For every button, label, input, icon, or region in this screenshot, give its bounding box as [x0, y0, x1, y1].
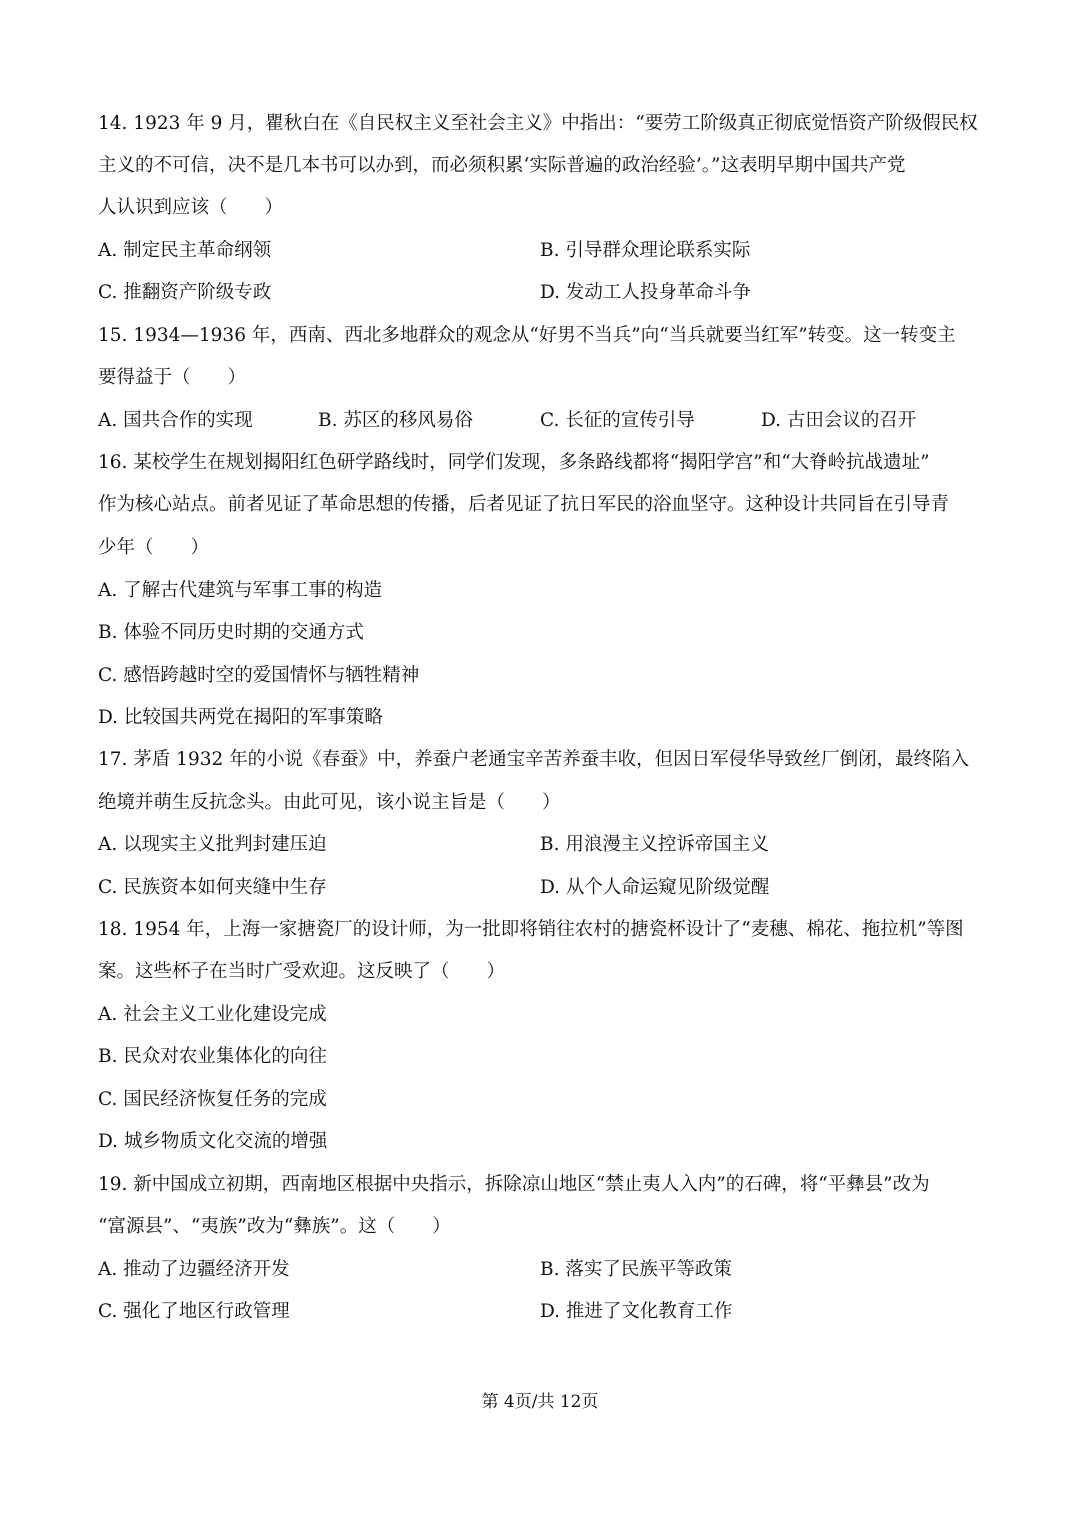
q18-option-d[interactable]: D. 城乡物质文化交流的增强 — [98, 1131, 328, 1152]
q16-option-c[interactable]: C. 感悟跨越时空的爱国情怀与牺牲精神 — [98, 665, 420, 686]
q19-option-a[interactable]: A. 推动了边疆经济开发 — [98, 1259, 290, 1280]
q18-stem-line-2: 案。这些杯子在当时广受欢迎。这反映了（ ） — [98, 961, 506, 982]
q16-stem-line-3: 少年（ ） — [98, 537, 210, 558]
q19-stem-line-2: “富源县”、“夷族”改为“彝族”。这（ ） — [98, 1216, 451, 1237]
q18-option-a[interactable]: A. 社会主义工业化建设完成 — [98, 1004, 327, 1025]
q19-stem-line-1: 19. 新中国成立初期，西南地区根据中央指示，拆除凉山地区“禁止夷人入内”的石碑，将“平彝县”改为 — [98, 1174, 930, 1195]
q14-stem-line-2: 主义的不可信，决不是几本书可以办到，而必须积累‘实际普遍的政治经验’。”这表明早期中国共产党 — [98, 155, 906, 176]
q16-option-d[interactable]: D. 比较国共两党在揭阳的军事策略 — [98, 707, 383, 728]
q15-stem-line-1: 15. 1934—1936 年，西南、西北多地群众的观念从“好男不当兵”向“当兵就要当红军”转变。这一转变主 — [98, 325, 956, 346]
page-number-footer: 第 4页/共 12页 — [481, 1392, 599, 1412]
q18-option-b[interactable]: B. 民众对农业集体化的向往 — [98, 1046, 327, 1067]
q16-option-b[interactable]: B. 体验不同历史时期的交通方式 — [98, 622, 364, 643]
q16-stem-line-2: 作为核心站点。前者见证了革命思想的传播，后者见证了抗日军民的浴血坚守。这种设计共同旨在引导青 — [98, 494, 950, 515]
q16-stem-line-1: 16. 某校学生在规划揭阳红色研学路线时，同学们发现，多条路线都将“揭阳学宫”和“大脊岭抗战遗址” — [98, 452, 930, 473]
q16-option-a[interactable]: A. 了解古代建筑与军事工事的构造 — [98, 580, 383, 601]
q19-option-d[interactable]: D. 推进了文化教育工作 — [540, 1301, 733, 1322]
q18-option-c[interactable]: C. 国民经济恢复任务的完成 — [98, 1089, 327, 1110]
q15-option-d[interactable]: D. 古田会议的召开 — [761, 410, 917, 431]
q14-stem-line-3: 人认识到应该（ ） — [98, 197, 284, 218]
q19-option-c[interactable]: C. 强化了地区行政管理 — [98, 1301, 290, 1322]
q17-stem-line-1: 17. 茅盾 1932 年的小说《春蚕》中，养蚕户老通宝辛苦养蚕丰收，但因日军侵华导致丝厂倒闭，最终陷入 — [98, 749, 970, 770]
q15-option-b[interactable]: B. 苏区的移风易俗 — [318, 410, 473, 431]
q17-option-d[interactable]: D. 从个人命运窥见阶级觉醒 — [540, 877, 770, 898]
q14-option-a[interactable]: A. 制定民主革命纲领 — [98, 240, 272, 261]
q18-stem-line-1: 18. 1954 年，上海一家搪瓷厂的设计师，为一批即将销往农村的搪瓷杯设计了“麦穗、棉花、拖拉机”等图 — [98, 919, 964, 940]
q14-stem-line-1: 14. 1923 年 9 月，瞿秋白在《自民权主义至社会主义》中指出：“要劳工阶级真正彻底觉悟资产阶级假民权 — [98, 113, 978, 134]
q17-stem-line-2: 绝境并萌生反抗念头。由此可见，该小说主旨是（ ） — [98, 792, 561, 813]
q15-option-c[interactable]: C. 长征的宣传引导 — [540, 410, 695, 431]
q17-option-b[interactable]: B. 用浪漫主义控诉帝国主义 — [540, 834, 769, 855]
q14-option-d[interactable]: D. 发动工人投身革命斗争 — [540, 282, 751, 303]
q15-stem-line-2: 要得益于（ ） — [98, 367, 247, 388]
q14-option-c[interactable]: C. 推翻资产阶级专政 — [98, 282, 272, 303]
q15-option-a[interactable]: A. 国共合作的实现 — [98, 410, 253, 431]
q17-option-a[interactable]: A. 以现实主义批判封建压迫 — [98, 834, 327, 855]
q19-option-b[interactable]: B. 落实了民族平等政策 — [540, 1259, 732, 1280]
q17-option-c[interactable]: C. 民族资本如何夹缝中生存 — [98, 877, 327, 898]
q14-option-b[interactable]: B. 引导群众理论联系实际 — [540, 240, 751, 261]
